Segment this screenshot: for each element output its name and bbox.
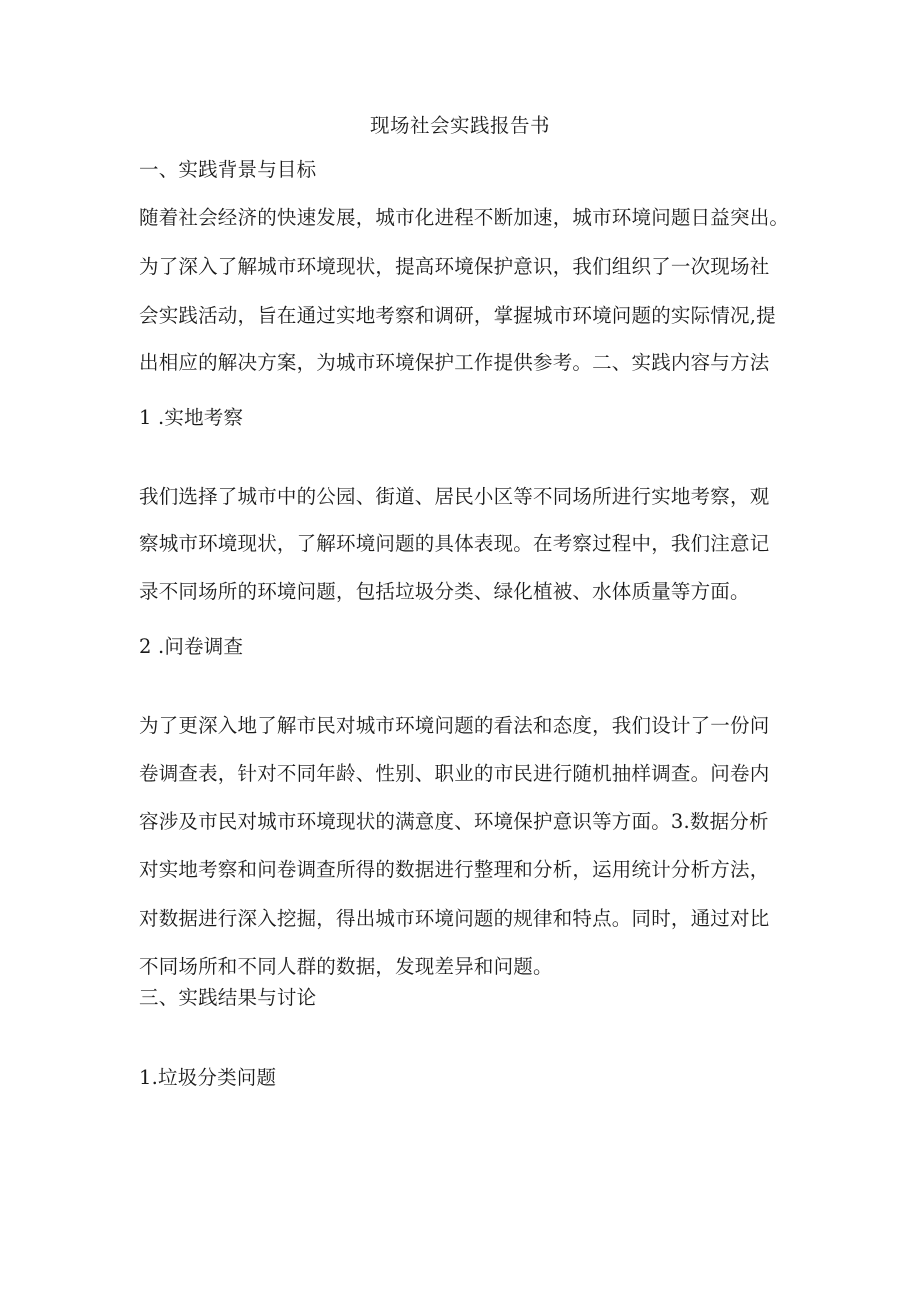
paragraph-line: 容涉及市民对城市环境现状的满意度、环境保护意识等方面。3.数据分析: [139, 810, 769, 833]
paragraph-line: 对数据进行深入挖掘，得出城市环境问题的规律和特点。同时，通过对比: [139, 907, 770, 930]
paragraph-line: 随着社会经济的快速发展，城市化进程不断加速，城市环境问题日益突出。: [139, 206, 790, 229]
paragraph-line: 察城市环境现状，了解环境问题的具体表现。在考察过程中，我们注意记: [139, 532, 770, 555]
subheading-garbage-sorting: 1.垃圾分类问题: [139, 1066, 277, 1089]
paragraph-line: 为了更深入地了解市民对城市环境问题的看法和态度，我们设计了一份问: [139, 714, 770, 737]
section-heading-results: 三、实践结果与讨论: [139, 986, 317, 1009]
document-title: 现场社会实践报告书: [369, 114, 550, 137]
paragraph-line: 录不同场所的环境问题，包括垃圾分类、绿化植被、水体质量等方面。: [139, 580, 750, 603]
paragraph-line: 我们选择了城市中的公园、街道、居民小区等不同场所进行实地考察，观: [139, 485, 770, 508]
paragraph-line: 为了深入了解城市环境现状，提高环境保护意识，我们组织了一次现场社: [139, 255, 770, 278]
paragraph-line: 会实践活动，旨在通过实地考察和调研，掌握城市环境问题的实际情况,提: [139, 304, 776, 327]
subheading-questionnaire: 2 .问卷调查: [139, 635, 244, 658]
paragraph-line: 不同场所和不同人群的数据，发现差异和问题。: [139, 955, 553, 978]
subheading-field-survey: 1 .实地考察: [139, 406, 244, 429]
paragraph-line: 对实地考察和问卷调查所得的数据进行整理和分析，运用统计分析方法，: [139, 858, 770, 881]
paragraph-line: 出相应的解决方案，为城市环境保护工作提供参考。二、实践内容与方法: [139, 351, 770, 374]
paragraph-line: 卷调查表，针对不同年龄、性别、职业的市民进行随机抽样调查。问卷内: [139, 762, 770, 785]
section-heading-background: 一、实践背景与目标: [139, 158, 317, 181]
